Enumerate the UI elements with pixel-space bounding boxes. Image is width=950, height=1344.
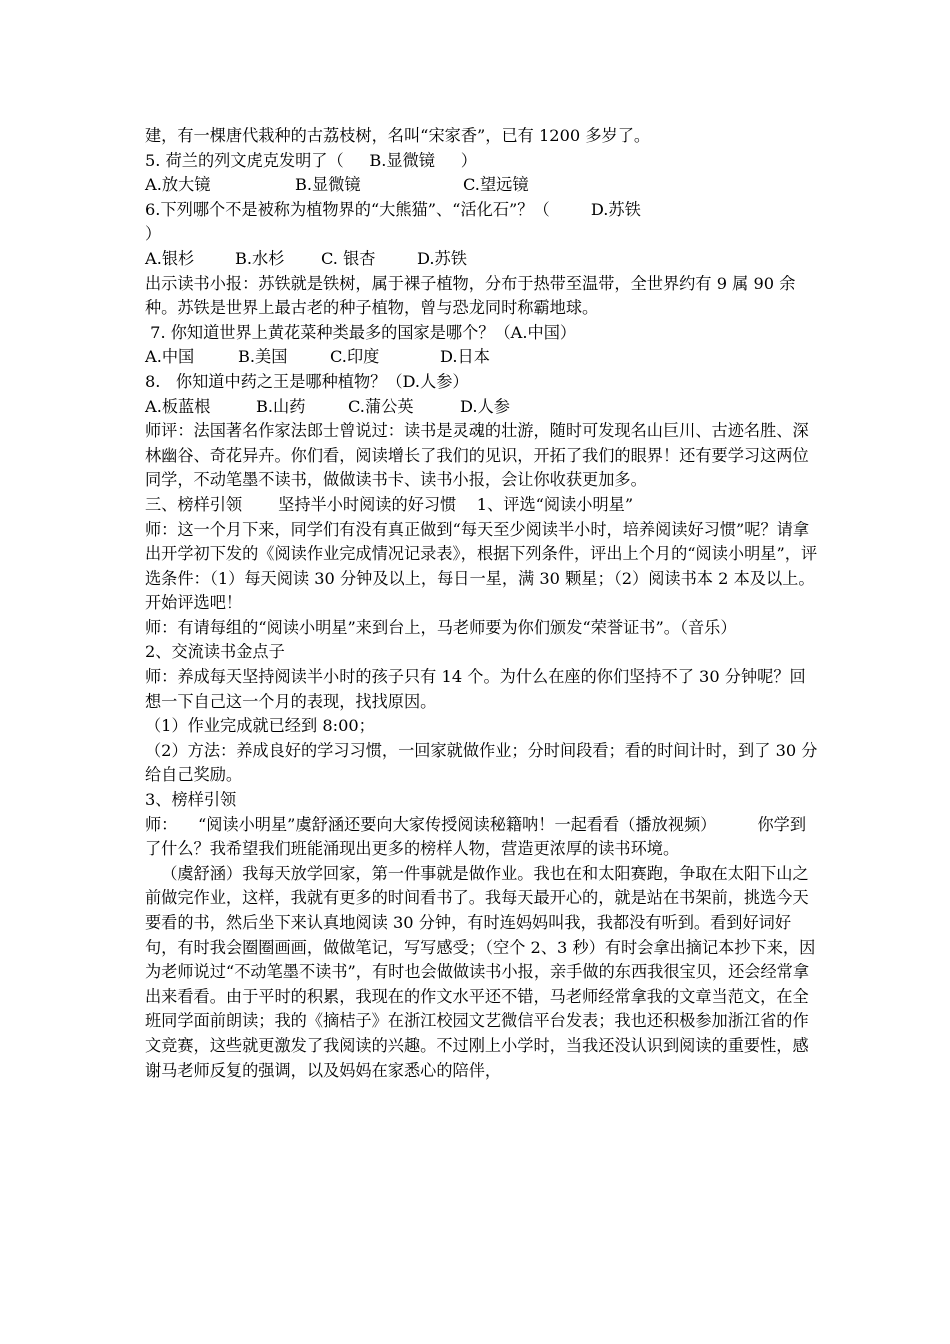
subsection-3-heading: 3、榜样引领 <box>145 790 237 810</box>
option: A.板蓝根 <box>145 396 211 416</box>
option: A.放大镜 <box>145 175 211 195</box>
list-item-2: （2）方法：养成良好的学习习惯，一回家就做作业；分时间段看；看的时间计时，到了 30 分给自己奖励。 <box>145 740 818 785</box>
option: D.日本 <box>440 347 490 367</box>
option: B.水杉 <box>235 248 285 268</box>
question-6-close: ） <box>145 224 162 244</box>
teacher-remark-4: 师： “阅读小明星”虞舒涵还要向大家传授阅读秘籍呐！一起看看（播放视频） 你学到了什么？我希望我们班能涌现出更多的榜样人物，营造更浓厚的读书环境。 <box>145 814 807 859</box>
question-5: 5. 荷兰的列文虎克发明了（ B.显微镜 ） <box>145 150 477 170</box>
student-speech: （虞舒涵）我每天放学回家，第一件事就是做作业。我也在和太阳赛跑，争取在太阳下山之前做完作业，这样，我就有更多的时间看书了。我每天最开心的，就是站在书架前，挑选今天要看的书，然后坐下来认真地阅读 30 分钟，有时连妈妈叫我，我都没有听到。看到好词好句，有时我会圈圈画画，做做笔记，写写感受；（空个 2、3 秒）有时会拿出摘记本抄下来，因为老师说过“不动笔墨不读书”，有时也会做做读书小报，亲手做的东西我很宝贝，还会经常拿出来看看。由于平时的积累，我现在的作文水平还不错，马老师经常拿我的文章当范文，在全班同学面前朗读；我的《摘桔子》在浙江校园文艺微信平台发表；我也还积极参加浙江省的作文竞赛，这些就更激发了我阅读的兴趣。不过刚上小学时，当我还没认识到阅读的重要性，感谢马老师反复的强调，以及妈妈在家悉心的陪伴， <box>145 863 816 1080</box>
question-8-options <box>145 395 820 420</box>
teacher-comment: 师评：法国著名作家法郎士曾说过：读书是灵魂的壮游，随时可发现名山巨川、古迹名胜、深林幽谷、奇花异卉。你们看，阅读增长了我们的见识，开拓了我们的眼界！还有要学习这两位同学，不动笔墨不读书，做做读书卡、读书小报，会让你收获更加多。 <box>145 421 809 490</box>
option: C.望远镜 <box>463 175 529 195</box>
option: B.山药 <box>256 396 306 416</box>
option: B.美国 <box>238 347 288 367</box>
question-5-options <box>145 173 820 198</box>
question-6-options <box>145 247 820 272</box>
document-body <box>145 124 820 1083</box>
question-8: 8. 你知道中药之王是哪种植物？（D.人参） <box>145 371 469 391</box>
teacher-remark-1: 师：这一个月下来，同学们有没有真正做到“每天至少阅读半小时，培养阅读好习惯”呢？请拿出开学初下发的《阅读作业完成情况记录表》，根据下列条件，评出上个月的“阅读小明星”，评选条件：（1）每天阅读 30 分钟及以上，每日一星，满 30 颗星；（2）阅读书本 2 本及以上。开始评选吧！ <box>145 519 818 613</box>
option: C.蒲公英 <box>348 396 414 416</box>
question-6: 6.下列哪个不是被称为植物界的“大熊猫”、“活化石”？（ D.苏铁 <box>145 199 641 219</box>
question-7: 7. 你知道世界上黄花菜种类最多的国家是哪个？（A.中国） <box>145 322 577 342</box>
reading-report: 出示读书小报：苏铁就是铁树，属于裸子植物，分布于热带至温带，全世界约有 9 属 90 余种。苏铁是世界上最古老的种子植物，曾与恐龙同时称霸地球。 <box>145 273 796 318</box>
option: A.银杉 <box>145 248 195 268</box>
question-7-options <box>145 345 820 370</box>
option: A.中国 <box>145 347 195 367</box>
paragraph-lychee: 建，有一棵唐代栽种的古荔枝树，名叫“宋家香”，已有 1200 多岁了。 <box>145 126 651 145</box>
list-item-1: （1）作业完成就已经到 8:00； <box>145 716 375 736</box>
subsection-2-heading: 2、交流读书金点子 <box>145 642 285 662</box>
option: C. 银杏 <box>321 248 376 268</box>
option: C.印度 <box>330 347 380 367</box>
section-3-heading: 三、榜样引领 坚持半小时阅读的好习惯 1、评选“阅读小明星” <box>145 494 634 514</box>
teacher-remark-3: 师：养成每天坚持阅读半小时的孩子只有 14 个。为什么在座的你们坚持不了 30 分钟呢？回想一下自己这一个月的表现，找找原因。 <box>145 667 806 711</box>
option: B.显微镜 <box>295 175 361 195</box>
option: D.人参 <box>460 396 510 416</box>
teacher-remark-2: 师：有请每组的“阅读小明星”来到台上，马老师要为你们颁发“荣誉证书”。（音乐） <box>145 617 737 637</box>
option: D.苏铁 <box>417 248 467 268</box>
